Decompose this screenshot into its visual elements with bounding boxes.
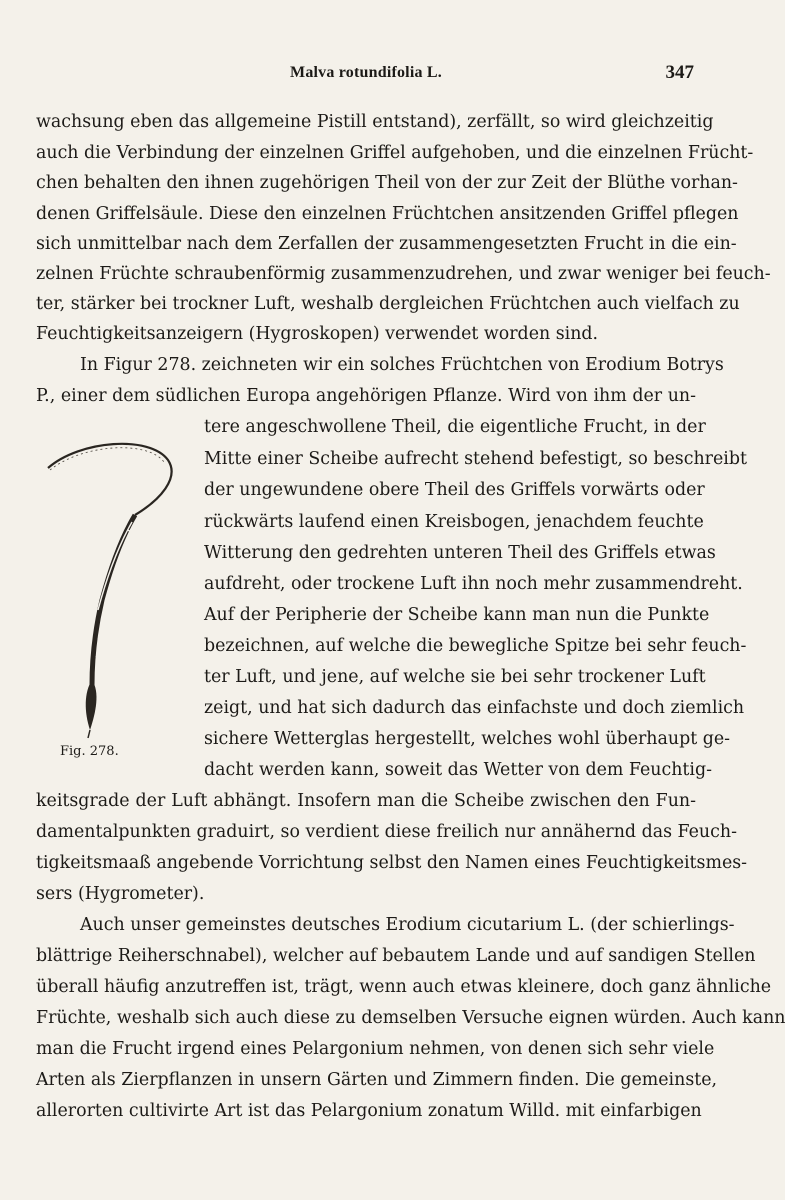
text-line: damentalpunkten graduirt, so verdient diese freilich nur annähernd das Feuch- (36, 822, 737, 842)
running-title: Malva rotundifolia L. (290, 64, 442, 81)
text-line: Arten als Zierpflanzen in unsern Gärten und Zimmern finden. Die gemeinste, (36, 1070, 718, 1090)
fruit-body (86, 680, 97, 730)
text-line: sichere Wetterglas hergestellt, welches wohl überhaupt ge- (204, 729, 731, 749)
text-line: ter Luft, und jene, auf welche sie bei sehr trockener Luft (204, 667, 706, 687)
text-line: rückwärts laufend einen Kreisbogen, jenachdem feuchte (204, 512, 704, 532)
page-number: 347 (665, 62, 694, 83)
text-line: chen behalten den ihnen zugehörigen Theil von der zur Zeit der Blüthe vorhan- (36, 173, 738, 193)
text-line: Mitte einer Scheibe aufrecht stehend befestigt, so beschreibt (204, 449, 747, 469)
text-line: Auf der Peripherie der Scheibe kann man nun die Punkte (204, 605, 710, 625)
figure-caption: Fig. 278. (60, 744, 119, 759)
text-line: blättrige Reiherschnabel), welcher auf bebautem Lande und auf sandigen Stellen (36, 946, 756, 966)
text-line: dacht werden kann, soweit das Wetter von dem Feuchtig- (204, 760, 712, 780)
text-line: sers (Hygrometer). (36, 884, 205, 904)
awn-curve (48, 444, 172, 515)
text-line: man die Frucht irgend eines Pelargonium nehmen, von denen sich sehr viele (36, 1039, 715, 1059)
text-line: aufdreht, oder trockene Luft ihn noch mehr zusammendreht. (204, 574, 743, 594)
text-line: Früchte, weshalb sich auch diese zu demselben Versuche eignen würden. Auch kann (36, 1008, 785, 1028)
text-line: zeigt, und hat sich dadurch das einfachste und doch ziemlich (204, 698, 745, 718)
text-line: denen Griffelsäule. Diese den einzelnen Früchtchen ansitzenden Griffel pflegen (36, 204, 739, 224)
text-line: allerorten cultivirte Art ist das Pelargonium zonatum Willd. mit einfarbigen (36, 1101, 702, 1121)
text-line: ter, stärker bei trockner Luft, weshalb dergleichen Früchtchen auch vielfach zu (36, 294, 740, 314)
text-line: zelnen Früchte schraubenförmig zusammenzudrehen, und zwar weniger bei feuch- (36, 264, 771, 284)
text-line: P., einer dem südlichen Europa angehörigen Pflanze. Wird von ihm der un- (36, 386, 696, 406)
text-line: Feuchtigkeitsanzeigern (Hygroskopen) verwendet worden sind. (36, 324, 599, 344)
text-line: der ungewundene obere Theil des Griffels vorwärts oder (204, 480, 705, 500)
text-line: keitsgrade der Luft abhängt. Insofern man die Scheibe zwischen den Fun- (36, 791, 696, 811)
text-line: Auch unser gemeinstes deutsches Erodium cicutarium L. (der schierlings- (80, 915, 735, 935)
text-line: sich unmittelbar nach dem Zerfallen der zusammengesetzten Frucht in die ein- (36, 234, 737, 254)
text-line: bezeichnen, auf welche die bewegliche Spitze bei sehr feuch- (204, 636, 747, 656)
text-line: In Figur 278. zeichneten wir ein solches Früchtchen von Erodium Botrys (80, 355, 724, 375)
erodium-fruit-figure (40, 430, 190, 740)
text-line: Witterung den gedrehten unteren Theil des Griffels etwas (204, 543, 716, 563)
text-line: auch die Verbindung der einzelnen Griffel aufgehoben, und die einzelnen Frücht- (36, 143, 754, 163)
text-line: tere angeschwollene Theil, die eigentliche Frucht, in der (204, 417, 706, 437)
text-line: überall häufig anzutreffen ist, trägt, wenn auch etwas kleinere, doch ganz ähnliche (36, 977, 772, 997)
text-line: wachsung eben das allgemeine Pistill entstand), zerfällt, so wird gleichzeitig (36, 112, 714, 132)
text-line: tigkeitsmaaß angebende Vorrichtung selbst den Namen eines Feuchtigkeitsmes- (36, 853, 748, 873)
twisted-awn (92, 515, 135, 685)
